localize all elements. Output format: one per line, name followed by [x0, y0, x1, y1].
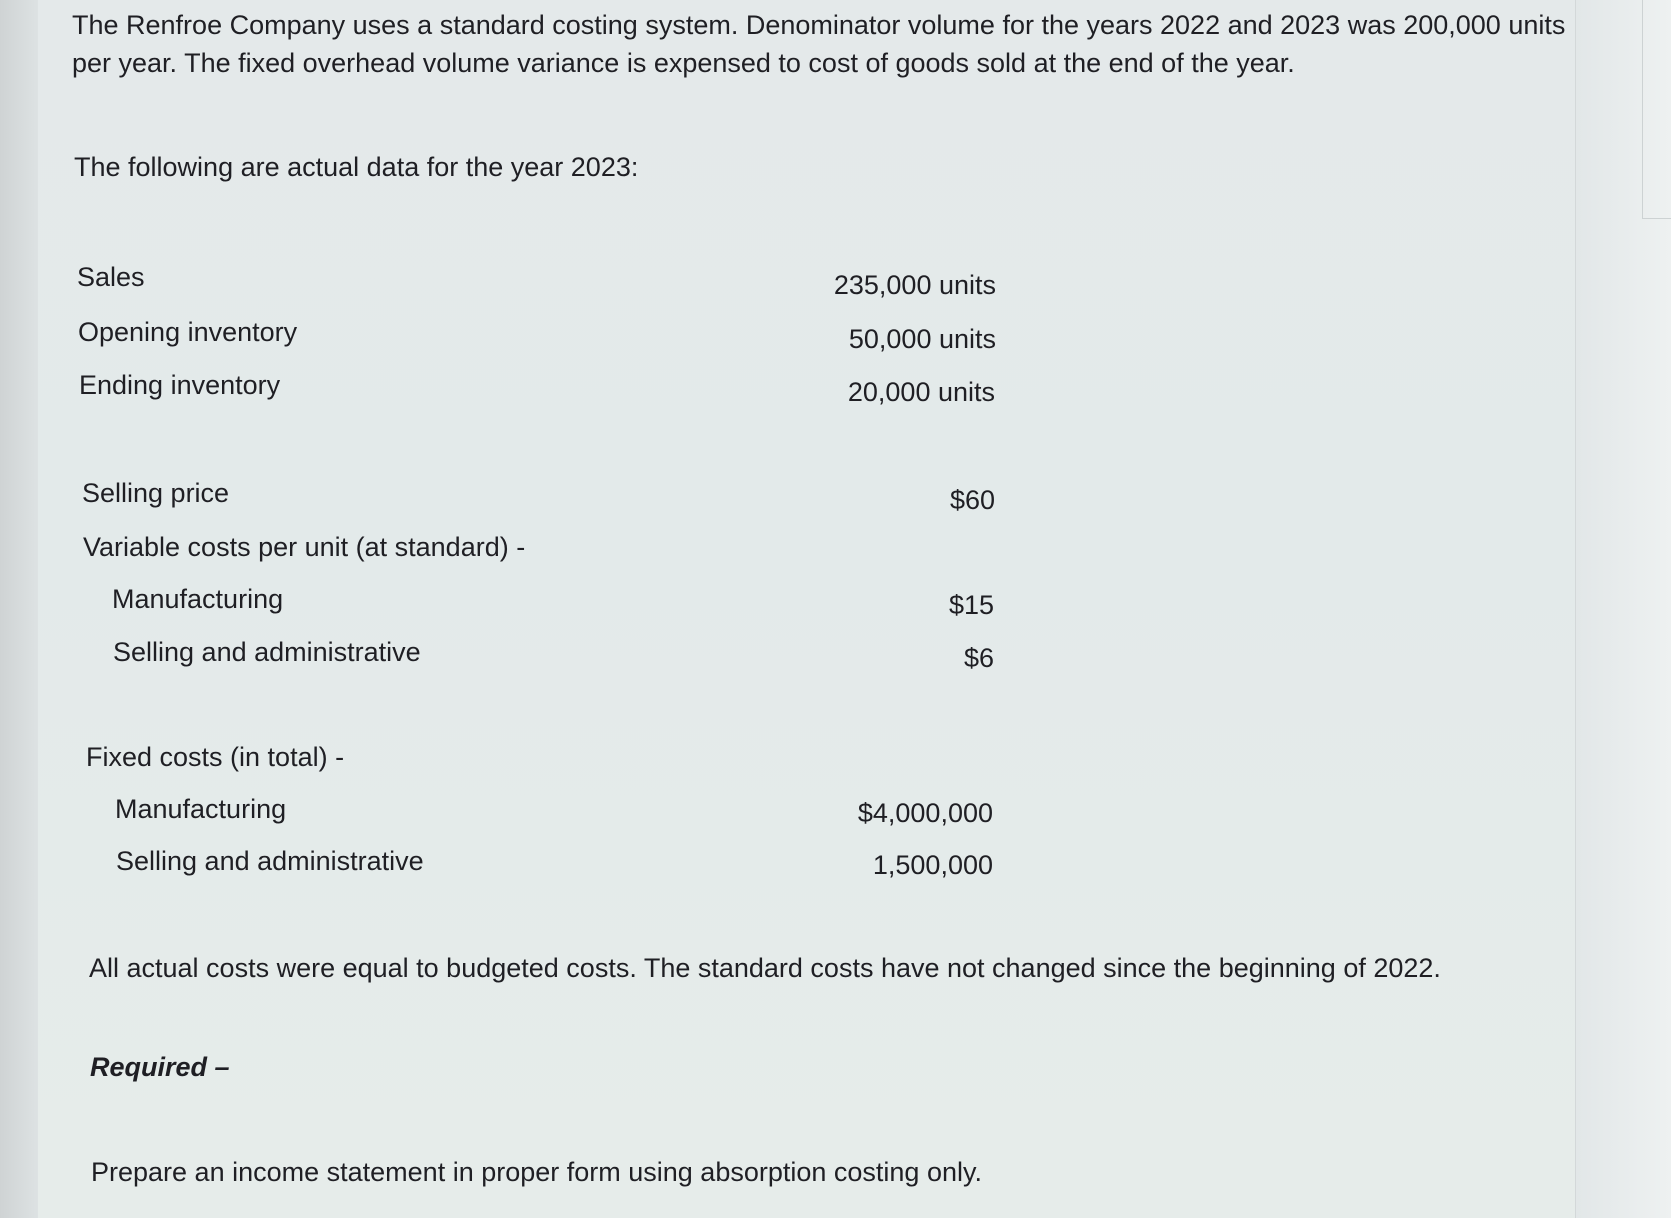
task-instruction: Prepare an income statement in proper form using absorption costing only.	[91, 1157, 982, 1187]
fixed-selling-admin-value: 1,500,000	[872, 850, 993, 880]
sales-value: 235,000 units	[833, 270, 996, 300]
opening-inventory-value: 50,000 units	[848, 324, 996, 354]
ending-inventory-value: 20,000 units	[847, 377, 995, 407]
right-margin	[1575, 0, 1671, 1218]
fixed-manufacturing-label: Manufacturing	[115, 794, 287, 824]
fixed-costs-heading: Fixed costs (in total) -	[86, 742, 345, 772]
variable-selling-admin-value: $6	[963, 643, 994, 673]
fixed-selling-admin-label: Selling and administrative	[116, 846, 424, 876]
document-page	[38, 0, 1576, 1218]
required-heading: Required –	[90, 1052, 230, 1082]
left-margin	[0, 0, 38, 1218]
ending-inventory-label: Ending inventory	[79, 370, 281, 400]
fixed-manufacturing-value: $4,000,000	[857, 798, 993, 828]
variable-manufacturing-value: $15	[948, 590, 994, 620]
cut-off-text-line	[91, 1208, 991, 1218]
page-edge	[1642, 0, 1671, 219]
sales-label: Sales	[77, 262, 145, 292]
intro-paragraph: The Renfroe Company uses a standard costing system. Denominator volume for the years 2022 and 2023 was 200,000 units per year. The fixed overhead volume variance is expensed to cost of goods sold at the end of the year.	[72, 10, 1566, 78]
opening-inventory-label: Opening inventory	[78, 317, 298, 347]
variable-costs-heading: Variable costs per unit (at standard) -	[83, 532, 526, 562]
budget-note: All actual costs were equal to budgeted costs. The standard costs have not changed since the beginning of 2022.	[89, 953, 1441, 983]
actual-data-lead: The following are actual data for the year 2023:	[74, 152, 639, 182]
variable-manufacturing-label: Manufacturing	[112, 584, 284, 614]
variable-selling-admin-label: Selling and administrative	[113, 637, 421, 667]
selling-price-value: $60	[949, 485, 995, 515]
selling-price-label: Selling price	[82, 478, 230, 508]
